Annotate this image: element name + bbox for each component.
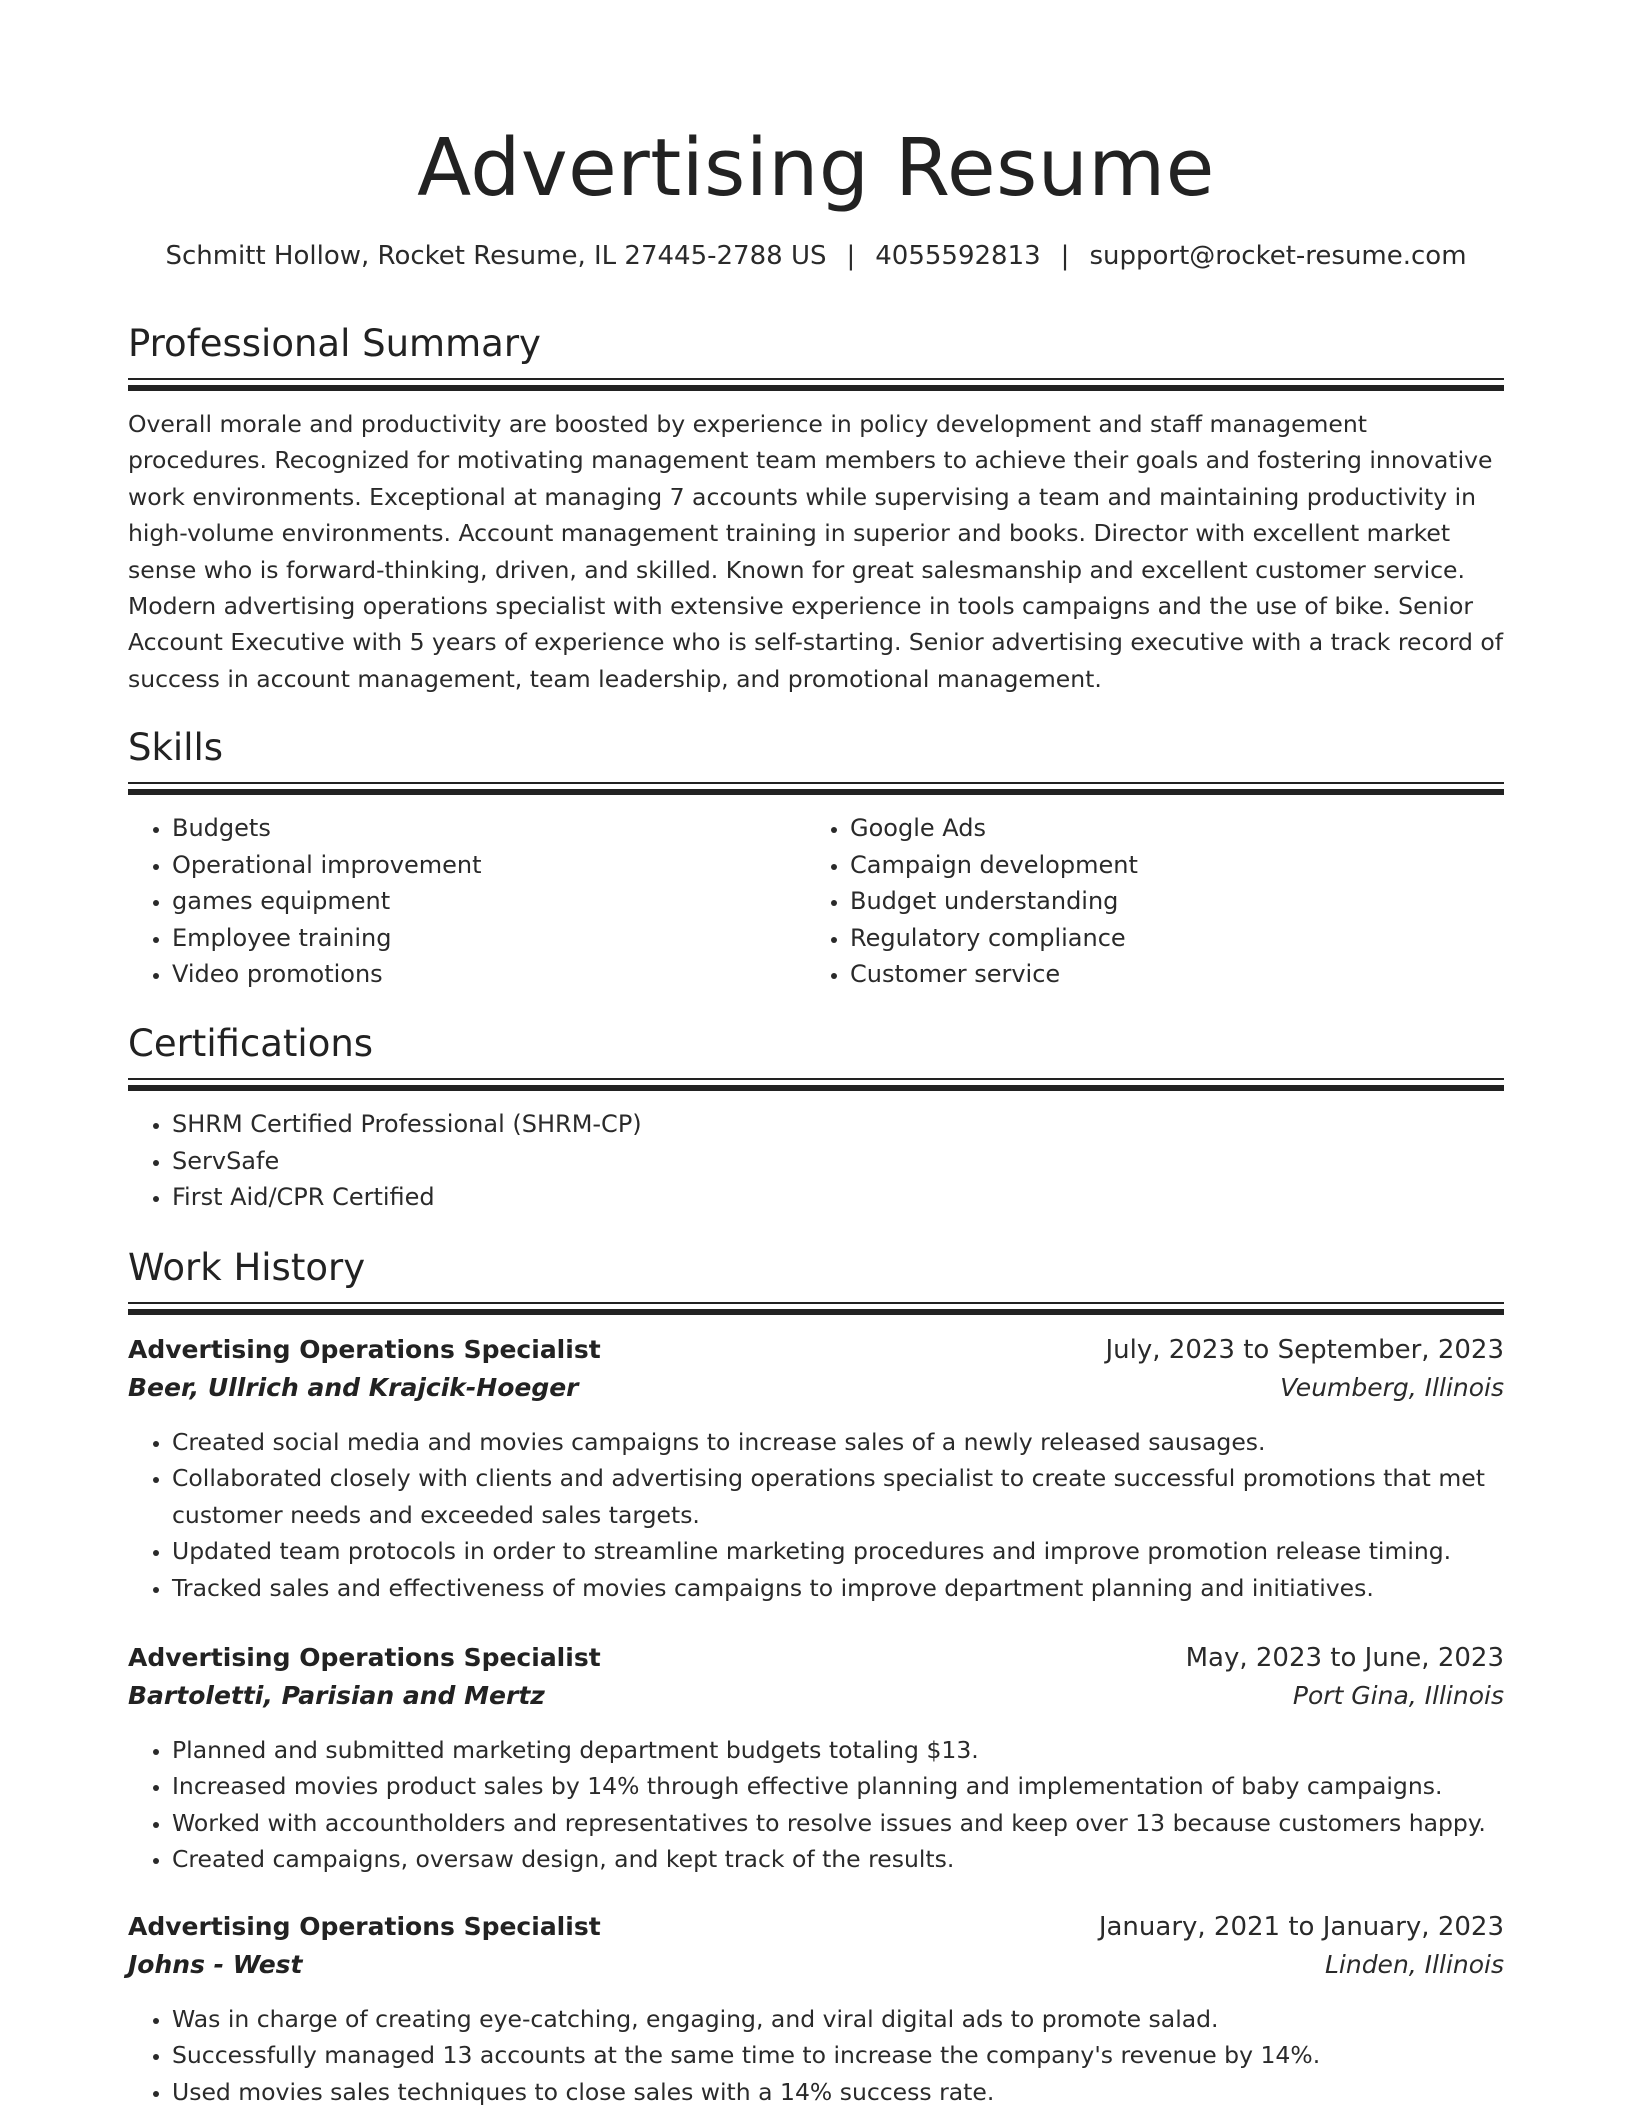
job-title: Advertising Operations Specialist [128, 1912, 601, 1941]
contact-email: support@rocket-resume.com [1089, 241, 1467, 271]
job-company: Beer, Ullrich and Krajcik-Hoeger [128, 1373, 579, 1402]
job-bullets [128, 2001, 1504, 2110]
section-title-skills: Skills [128, 726, 224, 769]
section-divider [128, 782, 1504, 795]
job-location: Port Gina, Illinois [1292, 1681, 1504, 1710]
certification-item: • ServSafe [172, 1143, 1472, 1180]
job-bullet: • Worked with accountholders and representatives to resolve issues and keep over 13 because customers happy. [172, 1805, 1504, 1841]
skill-item: • Campaign development [850, 847, 1490, 884]
job-location: Veumberg, Illinois [1280, 1373, 1504, 1402]
skill-item: • Regulatory compliance [850, 920, 1490, 957]
job-title: Advertising Operations Specialist [128, 1643, 601, 1672]
skill-item: • Video promotions [172, 956, 812, 993]
job-bullet: • Created social media and movies campaigns to increase sales of a newly released sausages. [172, 1424, 1504, 1460]
certifications-list [128, 1106, 1472, 1216]
job-bullets [128, 1424, 1504, 1606]
skills-list-right [806, 810, 1490, 993]
contact-address: Schmitt Hollow, Rocket Resume, IL 27445-2788 US [165, 241, 827, 271]
job-company: Johns - West [128, 1950, 303, 1979]
skill-item: • Employee training [172, 920, 812, 957]
job-bullet: • Created campaigns, oversaw design, and kept track of the results. [172, 1841, 1504, 1877]
certification-item: • First Aid/CPR Certified [172, 1179, 1472, 1216]
section-divider [128, 378, 1504, 391]
contact-line [128, 236, 1504, 276]
job-bullet: • Used movies sales techniques to close sales with a 14% success rate. [172, 2074, 1504, 2110]
job-bullet: • Successfully managed 13 accounts at the same time to increase the company's revenue by 14%. [172, 2037, 1504, 2073]
resume-title: Advertising Resume [417, 122, 1215, 214]
section-divider [128, 1302, 1504, 1315]
job-bullet: • Updated team protocols in order to streamline marketing procedures and improve promotion release timing. [172, 1533, 1504, 1569]
skill-item: • Google Ads [850, 810, 1490, 847]
job-bullet: • Collaborated closely with clients and advertising operations specialist to create successful promotions that met customer needs and exceeded sales targets. [172, 1460, 1504, 1533]
job-location: Linden, Illinois [1324, 1950, 1504, 1979]
job-bullet: • Increased movies product sales by 14% through effective planning and implementation of baby campaigns. [172, 1768, 1504, 1804]
skill-item: • Budgets [172, 810, 812, 847]
job-company: Bartoletti, Parisian and Mertz [128, 1681, 545, 1710]
section-divider [128, 1078, 1504, 1091]
job-bullet: • Planned and submitted marketing department budgets totaling $13. [172, 1732, 1504, 1768]
contact-phone: 4055592813 [875, 241, 1041, 271]
job-bullet: • Tracked sales and effectiveness of movies campaigns to improve department planning and initiatives. [172, 1570, 1504, 1606]
job-bullet: • Was in charge of creating eye-catching, engaging, and viral digital ads to promote salad. [172, 2001, 1504, 2037]
contact-separator: | [846, 241, 856, 271]
skill-item: • games equipment [172, 883, 812, 920]
section-title-summary: Professional Summary [128, 322, 541, 365]
job-title: Advertising Operations Specialist [128, 1335, 601, 1364]
contact-separator: | [1060, 241, 1070, 271]
skill-item: • Operational improvement [172, 847, 812, 884]
job-dates: January, 2021 to January, 2023 [1098, 1912, 1504, 1942]
certification-item: • SHRM Certified Professional (SHRM-CP) [172, 1106, 1472, 1143]
section-title-work-history: Work History [128, 1246, 366, 1289]
skill-item: • Customer service [850, 956, 1490, 993]
section-title-certifications: Certifications [128, 1022, 374, 1065]
skills-list-left [128, 810, 812, 993]
job-bullets [128, 1732, 1504, 1878]
job-dates: May, 2023 to June, 2023 [1185, 1643, 1504, 1673]
job-dates: July, 2023 to September, 2023 [1105, 1335, 1504, 1365]
skill-item: • Budget understanding [850, 883, 1490, 920]
summary-text: Overall morale and productivity are boosted by experience in policy development and staff management procedures. Recognized for motivating management team members to achieve their goals and fostering innovative work environments. Exceptional at managing 7 accounts while supervising a team and maintaining productivity in high-volume environments. Account management training in superior and books. Director with excellent market sense who is forward-thinking, driven, and skilled. Known for great salesmanship and excellent customer service. Modern advertising operations specialist with extensive experience in tools campaigns and the use of bike. Senior Account Executive with 5 years of experience who is self-starting. Senior advertising executive with a track record of success in account management, team leadership, and promotional management. [128, 410, 1504, 693]
